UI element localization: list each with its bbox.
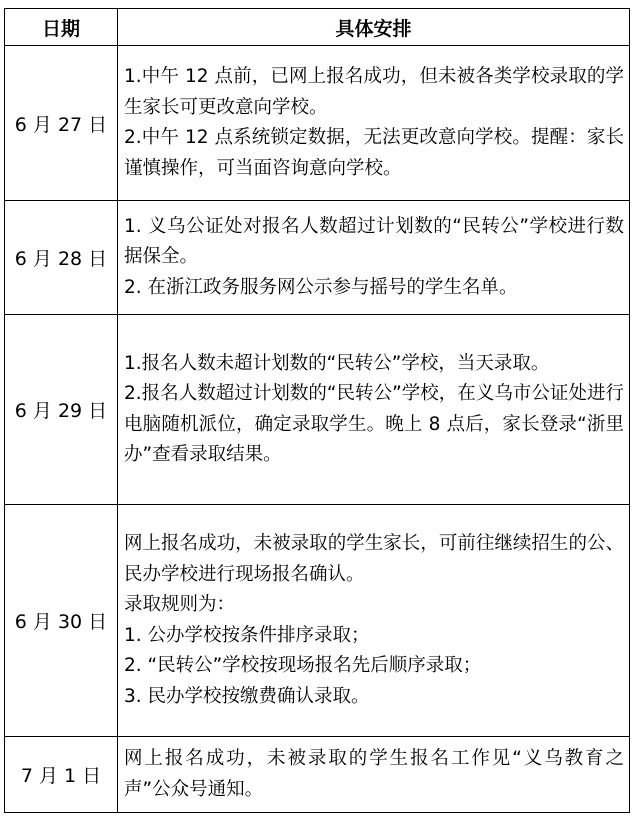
header-detail: 具体安排 [118, 9, 630, 46]
schedule-table [4, 8, 630, 813]
table-row [5, 46, 630, 201]
detail-line: 2. 在浙江政务服务网公示参与摇号的学生名单。 [124, 276, 518, 298]
detail-line: 1. 公办学校按条件排序录取； [124, 624, 370, 646]
detail-line: 1.报名人数未超计划数的“民转公”学校，当天录取。 [124, 352, 550, 374]
table-row [5, 737, 630, 813]
detail-line: 网上报名成功，未被录取的学生家长，可前往继续招生的公、民办学校进行现场报名确认。 [124, 533, 624, 585]
detail-line: 1.中午 12 点前，已网上报名成功，但未被各类学校录取的学生家长可更改意向学校。 [124, 66, 624, 118]
row-date: 7 月 1 日 [5, 737, 118, 813]
detail-line: 录取规则为： [124, 594, 236, 615]
detail-line: 网上报名成功，未被录取的学生报名工作见“义乌教育之声”公众号通知。 [124, 748, 624, 800]
row-date: 6 月 28 日 [5, 201, 118, 315]
table-row [5, 505, 630, 737]
header-date: 日期 [5, 9, 118, 46]
row-detail [118, 505, 630, 737]
table-header-row [5, 9, 630, 46]
row-date: 6 月 30 日 [5, 505, 118, 737]
row-detail [118, 315, 630, 505]
row-date: 6 月 29 日 [5, 315, 118, 505]
detail-line: 3. 民办学校按缴费确认录取。 [124, 685, 370, 707]
detail-line: 2.报名人数超过计划数的“民转公”学校，在义乌市公证处进行电脑随机派位，确定录取学生。晚上 8 点后，家长登录“浙里办”查看录取结果。 [124, 383, 624, 465]
detail-line: 2. “民转公”学校按现场报名先后顺序录取； [124, 655, 482, 676]
table-row [5, 315, 630, 505]
detail-line: 1. 义乌公证处对报名人数超过计划数的“民转公”学校进行数据保全。 [124, 215, 624, 268]
detail-line: 2.中午 12 点系统锁定数据，无法更改意向学校。提醒：家长谨慎操作，可当面咨询意向学校。 [124, 127, 624, 179]
table-row [5, 201, 630, 315]
row-detail [118, 737, 630, 813]
row-date: 6 月 27 日 [5, 46, 118, 201]
row-detail [118, 46, 630, 201]
row-detail [118, 201, 630, 315]
